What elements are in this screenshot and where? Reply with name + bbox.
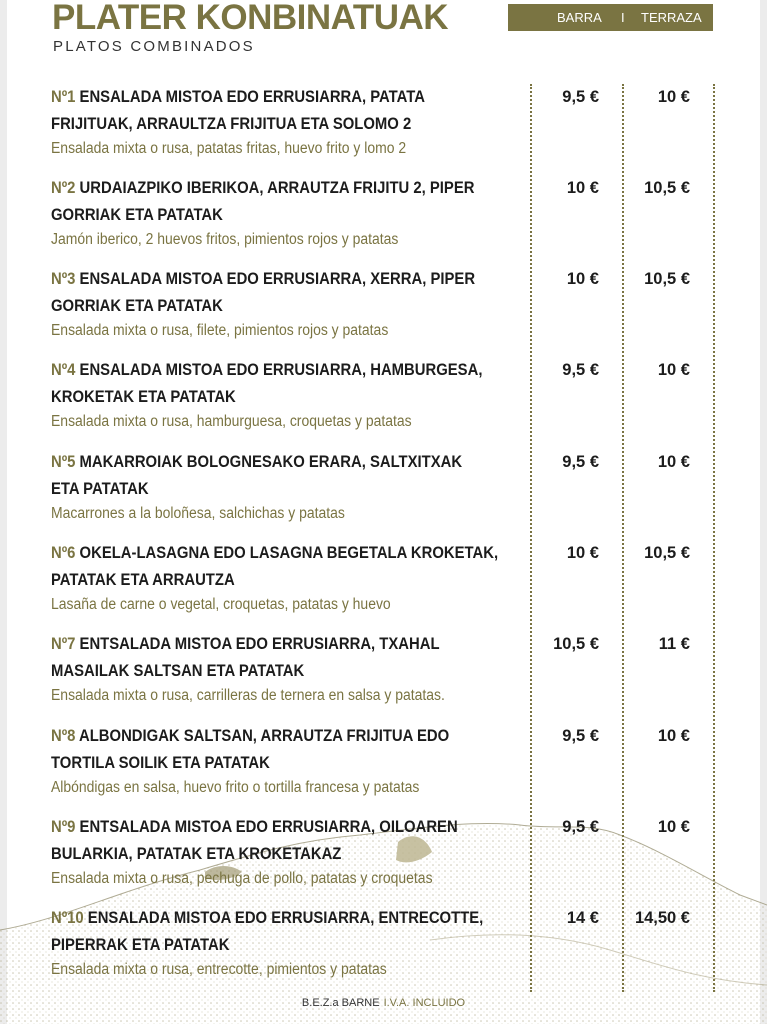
item-number: Nº7: [51, 635, 76, 653]
page-title: PLATER KONBINATUAK: [52, 0, 449, 37]
price-barra: 14 €: [566, 909, 599, 927]
item-title-line-1: [51, 449, 463, 476]
price-terraza: 10,5 €: [644, 544, 690, 562]
item-title-line-2: MASAILAK SALTSAN ETA PATATAK: [51, 662, 305, 680]
item-title-text: ALBONDIGAK SALTSAN, ARRAUTZA FRIJITUA EDO: [78, 727, 450, 745]
item-title-text: ENSALADA MISTOA EDO ERRUSIARRA, HAMBURGESA,: [79, 361, 483, 379]
price-barra: 10 €: [566, 179, 599, 197]
item-title-text: ENSALADA MISTOA EDO ERRUSIARRA, PATATA: [79, 88, 425, 106]
price-barra: 10,5 €: [553, 635, 599, 653]
price-barra: 9,5 €: [562, 453, 599, 471]
item-title-line-1: [51, 266, 476, 293]
price-terraza: 10 €: [657, 453, 690, 471]
menu-item: [51, 177, 767, 262]
item-title-text: ENSALADA MISTOA EDO ERRUSIARRA, ENTRECOTTE,: [87, 909, 484, 927]
item-title-line-1: [51, 814, 456, 841]
item-description-es: Macarrones a la boloñesa, salchichas y patatas: [51, 505, 345, 522]
item-title-text: OKELA-LASAGNA EDO LASAGNA BEGETALA KROKETAK,: [79, 544, 499, 562]
item-number: Nº8: [51, 727, 76, 745]
item-number: Nº2: [51, 179, 76, 197]
price-barra: 9,5 €: [562, 727, 599, 745]
page-subtitle: PLATOS COMBINADOS: [53, 38, 255, 55]
price-terraza: 10 €: [657, 818, 690, 836]
menu-item: [51, 633, 767, 718]
price-terraza: 11 €: [658, 635, 690, 653]
price-terraza: 14,50 €: [634, 909, 690, 927]
menu-item: [51, 907, 767, 992]
vat-note: [0, 996, 767, 1010]
column-terraza-label: TERRAZA: [641, 10, 702, 25]
price-terraza: 10,5 €: [644, 179, 690, 197]
item-description-es: Ensalada mixta o rusa, patatas fritas, huevo frito y lomo 2: [51, 140, 407, 157]
price-barra: 9,5 €: [562, 361, 599, 379]
item-title-line-1: [51, 84, 456, 111]
item-title-line-1: [51, 905, 484, 932]
item-number: Nº5: [51, 453, 76, 471]
price-barra: 10 €: [566, 544, 599, 562]
item-number: Nº9: [51, 818, 76, 836]
item-number: Nº10: [51, 909, 84, 927]
item-title-line-2: GORRIAK ETA PATATAK: [51, 206, 223, 224]
menu-item: [51, 359, 767, 444]
vat-note-eu: B.E.Z.a BARNE: [301, 997, 380, 1009]
item-description-es: Ensalada mixta o rusa, hamburguesa, croquetas y patatas: [51, 413, 412, 430]
price-barra: 10 €: [566, 270, 599, 288]
menu-item: [51, 268, 767, 353]
item-title-line-1: [51, 540, 499, 567]
item-title-text: URDAIAZPIKO IBERIKOA, ARRAUTZA FRIJITU 2, PIPER: [79, 179, 475, 197]
item-description-es: Lasaña de carne o vegetal, croquetas, patatas y huevo: [51, 596, 391, 613]
item-number: Nº3: [51, 270, 76, 288]
price-terraza: 10 €: [657, 727, 690, 745]
item-description-es: Ensalada mixta o rusa, carrilleras de ternera en salsa y patatas.: [51, 687, 445, 704]
item-number: Nº6: [51, 544, 76, 562]
item-title-line-1: [51, 357, 483, 384]
item-title-line-2: BULARKIA, PATATAK ETA KROKETAKAZ: [51, 845, 342, 863]
item-title-line-2: KROKETAK ETA PATATAK: [51, 388, 236, 406]
price-terraza: 10 €: [657, 361, 690, 379]
item-title-line-1: [51, 631, 456, 658]
price-barra: 9,5 €: [562, 818, 599, 836]
item-title-text: ENSALADA MISTOA EDO ERRUSIARRA, XERRA, PIPER: [79, 270, 476, 288]
item-title-line-2: TORTILA SOILIK ETA PATATAK: [51, 754, 270, 772]
price-barra: 9,5 €: [562, 88, 599, 106]
item-title-text: ENTSALADA MISTOA EDO ERRUSIARRA, OILOAREN: [79, 818, 458, 836]
price-terraza: 10,5 €: [644, 270, 690, 288]
item-description-es: Jamón iberico, 2 huevos fritos, pimientos rojos y patatas: [51, 231, 399, 248]
item-description-es: Albóndigas en salsa, huevo frito o tortilla francesa y patatas: [51, 779, 420, 796]
item-title-line-1: [51, 723, 456, 750]
item-title-line-2: ETA PATATAK: [51, 480, 149, 498]
menu-item: [51, 725, 767, 810]
menu-item: [51, 816, 767, 901]
item-description-es: Ensalada mixta o rusa, filete, pimientos rojos y patatas: [51, 322, 389, 339]
item-title-line-2: FRIJITUAK, ARRAULTZA FRIJITUA ETA SOLOMO 2: [51, 115, 412, 133]
item-title-line-1: [51, 175, 475, 202]
price-column-header: [508, 4, 713, 31]
item-title-line-2: GORRIAK ETA PATATAK: [51, 297, 223, 315]
menu-item: [51, 542, 767, 627]
item-number: Nº4: [51, 361, 76, 379]
price-terraza: 10 €: [657, 88, 690, 106]
column-barra-label: BARRA: [557, 10, 602, 25]
item-title-line-2: PIPERRAK ETA PATATAK: [51, 936, 230, 954]
item-title-line-2: PATATAK ETA ARRAUTZA: [51, 571, 235, 589]
menu-item: [51, 451, 767, 536]
item-title-text: MAKARROIAK BOLOGNESAKO ERARA, SALTXITXAK: [79, 453, 463, 471]
item-title-text: ENTSALADA MISTOA EDO ERRUSIARRA, TXAHAL: [79, 635, 440, 653]
item-description-es: Ensalada mixta o rusa, entrecotte, pimientos y patatas: [51, 961, 387, 978]
menu-item: [51, 86, 767, 171]
item-number: Nº1: [51, 88, 76, 106]
vat-note-es: I.V.A. INCLUIDO: [383, 997, 466, 1009]
item-description-es: Ensalada mixta o rusa, pechuga de pollo, patatas y croquetas: [51, 870, 433, 887]
column-separator: I: [621, 10, 625, 25]
